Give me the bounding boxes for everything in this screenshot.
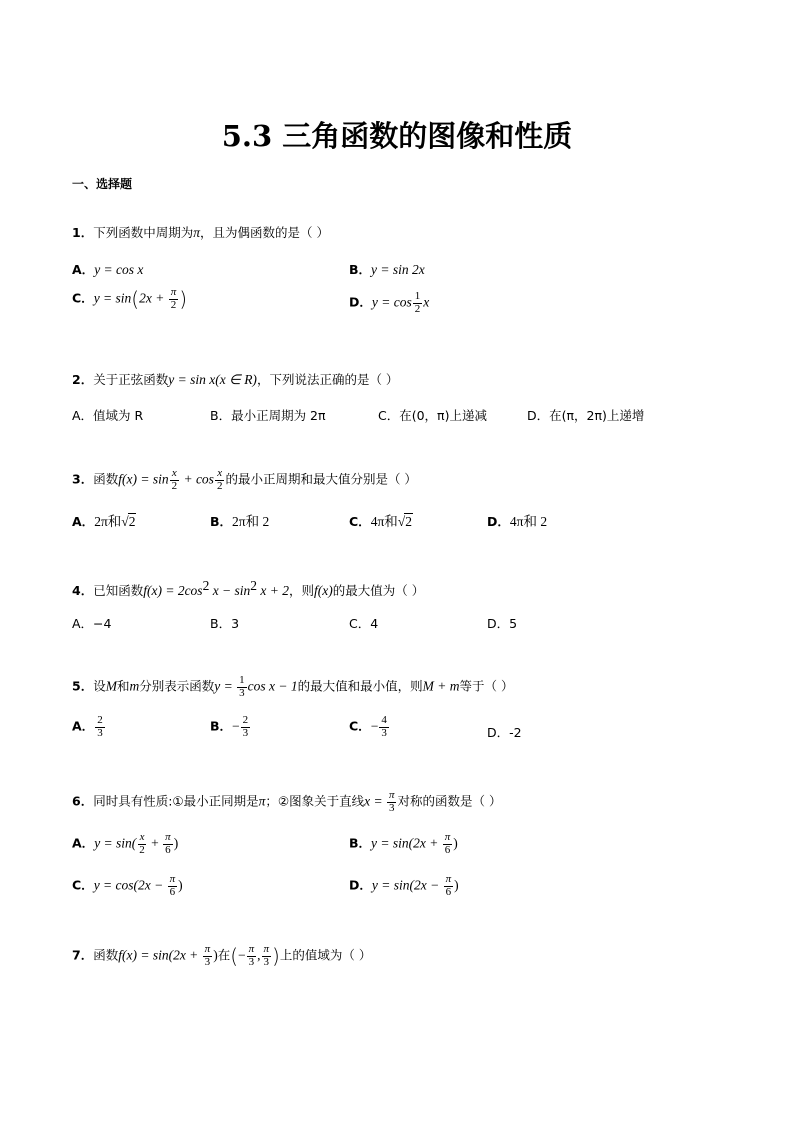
denominator: 3 — [381, 726, 387, 739]
denominator: 3 — [239, 686, 245, 699]
q1-option-d[interactable] — [349, 291, 429, 315]
q2-blank: （ ） — [369, 372, 399, 387]
q7-expr: f(x) = sin(2x + — [118, 947, 202, 963]
q4-expr-a: f(x) = 2cos — [143, 583, 203, 599]
q4-text-c: 的最大值为 — [332, 583, 396, 599]
denominator: 3 — [263, 955, 270, 968]
q4-text-b: ，则 — [289, 583, 315, 599]
option-letter: D． — [487, 514, 510, 529]
q5-text-c: 分别表示函数 — [139, 678, 215, 694]
q3-a-value: 2π和 — [94, 514, 122, 529]
denominator: 3 — [248, 955, 255, 968]
q6-d-close: ) — [454, 877, 459, 893]
numerator: π — [169, 873, 176, 885]
option-letter: B． — [349, 835, 372, 851]
q1-c-inner: 2x + — [139, 290, 168, 306]
q5-text-d: 的最大值和最小值，则 — [297, 678, 423, 694]
option-letter: A． — [72, 718, 95, 734]
numerator: π — [444, 831, 451, 843]
option-letter: C． — [349, 718, 371, 734]
q7-fraction-3 — [262, 944, 272, 968]
sqrt-sign: √ — [397, 514, 406, 529]
q5-option-c[interactable] — [349, 715, 390, 739]
q6-fraction — [387, 790, 397, 814]
q6-a-fraction-2 — [163, 832, 173, 856]
numerator: π — [263, 943, 270, 955]
q2-option-a[interactable]: A．值域为 R — [72, 408, 144, 423]
numerator: 2 — [242, 714, 249, 726]
q5-text-b: 和 — [116, 678, 130, 694]
option-letter: C． — [72, 877, 94, 893]
option-letter: B． — [210, 718, 233, 734]
q5-M: M — [105, 678, 117, 694]
option-letter: B． — [210, 514, 233, 529]
paren-close: ) — [179, 287, 188, 312]
q6-option-b[interactable] — [349, 832, 458, 856]
denominator: 6 — [444, 843, 451, 856]
option-letter: A． — [72, 262, 95, 277]
q5-text-a: 设 — [93, 678, 106, 694]
q3-fraction-1 — [170, 468, 180, 492]
option-letter: C． — [72, 290, 94, 306]
q1-a-expr: y = cos x — [94, 262, 144, 277]
q5-b-fraction — [241, 715, 251, 739]
question-5 — [72, 675, 513, 699]
q7-number: 7． — [72, 947, 94, 963]
section-heading: 一、选择题 — [72, 177, 133, 191]
q1-d-x: x — [423, 294, 430, 310]
q3-fraction-2 — [215, 468, 225, 492]
q6-pi: π — [258, 793, 266, 809]
q2-text-a: 关于正弦函数 — [93, 372, 169, 387]
q6-a-plus: + — [147, 835, 163, 851]
q2-number: 2． — [72, 372, 94, 387]
q4-option-b[interactable]: B．3 — [210, 616, 240, 631]
denominator: 2 — [216, 479, 223, 492]
q1-c-fraction — [169, 287, 179, 311]
q1-option-c[interactable] — [72, 287, 187, 311]
question-1 — [72, 223, 329, 241]
q4-number: 4． — [72, 583, 94, 599]
q1-b-expr: y = sin 2x — [371, 262, 425, 277]
q4-option-d[interactable]: D．5 — [487, 616, 518, 631]
denominator: 6 — [445, 885, 452, 898]
question-6 — [72, 790, 501, 814]
denominator: 2 — [139, 843, 145, 856]
numerator: 1 — [414, 290, 421, 302]
denominator: 6 — [169, 885, 176, 898]
q5-option-d[interactable]: D．-2 — [487, 725, 522, 740]
q6-option-a[interactable] — [72, 832, 178, 856]
q7-text-a: 函数 — [93, 947, 119, 963]
numerator: π — [204, 943, 211, 955]
q3-d-value: 4π和 2 — [509, 514, 548, 529]
denominator: 3 — [204, 955, 211, 968]
q3-number: 3． — [72, 471, 94, 487]
q5-text-e: 等于 — [459, 678, 485, 694]
q4-text-a: 已知函数 — [93, 583, 144, 599]
q4-sup: 2 — [250, 578, 258, 593]
q2-expr: y = sin x(x ∈ R) — [168, 372, 257, 387]
denominator: 3 — [242, 726, 249, 739]
paren-open: ( — [230, 944, 239, 969]
q7-fraction-1 — [203, 944, 213, 968]
paren-close: ) — [272, 944, 280, 969]
q4-expr-b: x − sin — [209, 583, 251, 599]
paren-open: ( — [131, 287, 140, 312]
q6-text-b: ；②图象关于直线 — [265, 793, 365, 809]
q3-b-value: 2π和 2 — [232, 514, 270, 529]
q6-b-fraction — [443, 832, 453, 856]
q1-number: 1． — [72, 225, 94, 240]
q1-text-b: ，且为偶函数的是 — [199, 225, 300, 240]
q1-blank: （ ） — [300, 225, 329, 240]
question-7 — [72, 944, 371, 968]
q2-option-b[interactable]: B．最小正周期为 2π — [210, 408, 326, 423]
q4-sup: 2 — [202, 578, 210, 593]
option-letter: C． — [349, 514, 371, 529]
option-letter: A． — [72, 835, 95, 851]
q3-option-d[interactable] — [487, 510, 547, 530]
q3-expr-plus: + cos — [180, 471, 214, 487]
q6-option-c[interactable] — [72, 874, 183, 898]
q3-c-value: 4π和 — [370, 514, 398, 529]
q5-cos: cos x − 1 — [247, 678, 298, 694]
numerator: π — [170, 286, 177, 298]
q6-a-pre: y = sin( — [94, 835, 137, 851]
q1-c-expr: y = sin — [93, 290, 132, 306]
q6-c-pre: y = cos(2x − — [93, 877, 167, 893]
q5-m: m — [129, 678, 140, 694]
q1-option-b[interactable] — [349, 260, 425, 278]
q5-option-b[interactable] — [210, 715, 251, 739]
q5-option-a[interactable] — [72, 715, 106, 739]
q6-x-eq: x = — [364, 793, 386, 809]
q5-a-fraction — [95, 715, 105, 739]
q3-c-radicand: 2 — [405, 514, 412, 529]
q6-option-d[interactable] — [349, 874, 459, 898]
denominator: 2 — [171, 479, 178, 492]
q1-d-fraction — [413, 291, 423, 315]
q2-option-c[interactable]: C．在(0，π)上递减 — [378, 408, 487, 423]
q2-option-d[interactable]: D．在(π，2π)上递增 — [527, 408, 645, 423]
denominator: 2 — [170, 298, 177, 311]
denominator: 3 — [97, 726, 103, 739]
q6-b-close: ) — [453, 835, 458, 851]
numerator: π — [445, 873, 452, 885]
q6-text-a: 同时具有性质:①最小正同期是 — [93, 793, 259, 809]
q5-blank: （ ） — [484, 678, 514, 694]
q5-fraction — [237, 675, 247, 699]
q6-blank: （ ） — [472, 793, 502, 809]
numerator: π — [248, 943, 255, 955]
denominator: 2 — [414, 302, 421, 315]
q5-number: 5． — [72, 678, 94, 694]
q7-blank: （ ） — [342, 947, 372, 963]
numerator: x — [139, 831, 145, 843]
q6-c-fraction — [168, 874, 178, 898]
q3-blank: （ ） — [387, 471, 417, 487]
q5-Mm: M + m — [422, 678, 460, 694]
option-letter: A． — [72, 514, 95, 529]
question-4 — [72, 578, 424, 599]
q7-text-c: 上的值域为 — [279, 947, 343, 963]
option-letter: D． — [349, 294, 372, 310]
question-2 — [72, 370, 398, 388]
minus-sign: − — [238, 947, 246, 963]
q3-a-radicand: 2 — [128, 514, 136, 529]
q7-close: ) — [213, 947, 218, 963]
q1-d-expr: y = cos — [371, 294, 412, 310]
q6-text-c: 对称的函数是 — [397, 793, 473, 809]
q6-d-fraction — [444, 874, 454, 898]
q3-expr-f: f(x) = sin — [118, 471, 169, 487]
numerator: 1 — [239, 674, 245, 686]
option-letter: B． — [349, 262, 372, 277]
q3-option-b[interactable] — [210, 510, 269, 530]
q4-expr-c: x + 2 — [257, 583, 290, 599]
q5-y: y = — [214, 678, 237, 694]
sqrt-sign: √ — [121, 514, 129, 529]
q7-fraction-2 — [247, 944, 257, 968]
q1-pi: π — [193, 225, 200, 240]
q6-d-pre: y = sin(2x − — [371, 877, 443, 893]
q1-text-a: 下列函数中周期为 — [93, 225, 194, 240]
question-3 — [72, 468, 417, 492]
q6-a-fraction-1 — [137, 832, 147, 856]
q6-b-pre: y = sin(2x + — [371, 835, 442, 851]
q6-number: 6． — [72, 793, 94, 809]
comma: , — [257, 947, 261, 963]
q1-option-a[interactable] — [72, 260, 143, 278]
q7-text-b: 在 — [217, 947, 231, 963]
denominator: 6 — [165, 843, 171, 856]
option-letter: D． — [349, 877, 372, 893]
q6-c-close: ) — [178, 877, 183, 893]
numerator: π — [388, 789, 395, 801]
q4-option-a[interactable]: A．−4 — [72, 616, 112, 631]
minus-sign: − — [370, 718, 379, 734]
q4-blank: （ ） — [395, 583, 425, 599]
q6-a-close: ) — [173, 835, 179, 851]
numerator: π — [165, 831, 171, 843]
q3-text-a: 函数 — [93, 471, 119, 487]
numerator: x — [171, 467, 177, 479]
q5-c-fraction — [379, 715, 389, 739]
q3-option-c[interactable] — [349, 510, 413, 530]
q2-text-b: ，下列说法正确的是 — [256, 372, 370, 387]
q4-fx: f(x) — [314, 583, 333, 599]
q3-option-a[interactable] — [72, 510, 136, 530]
minus-sign: − — [232, 718, 240, 734]
denominator: 3 — [388, 801, 395, 814]
q3-text-b: 的最小正周期和最大值分别是 — [225, 471, 388, 487]
numerator: 4 — [381, 714, 387, 726]
numerator: 2 — [97, 714, 103, 726]
q4-option-c[interactable]: C．4 — [349, 616, 379, 631]
page-title: 5.3 三角函数的图像和性质 — [221, 119, 573, 153]
numerator: x — [217, 467, 223, 479]
